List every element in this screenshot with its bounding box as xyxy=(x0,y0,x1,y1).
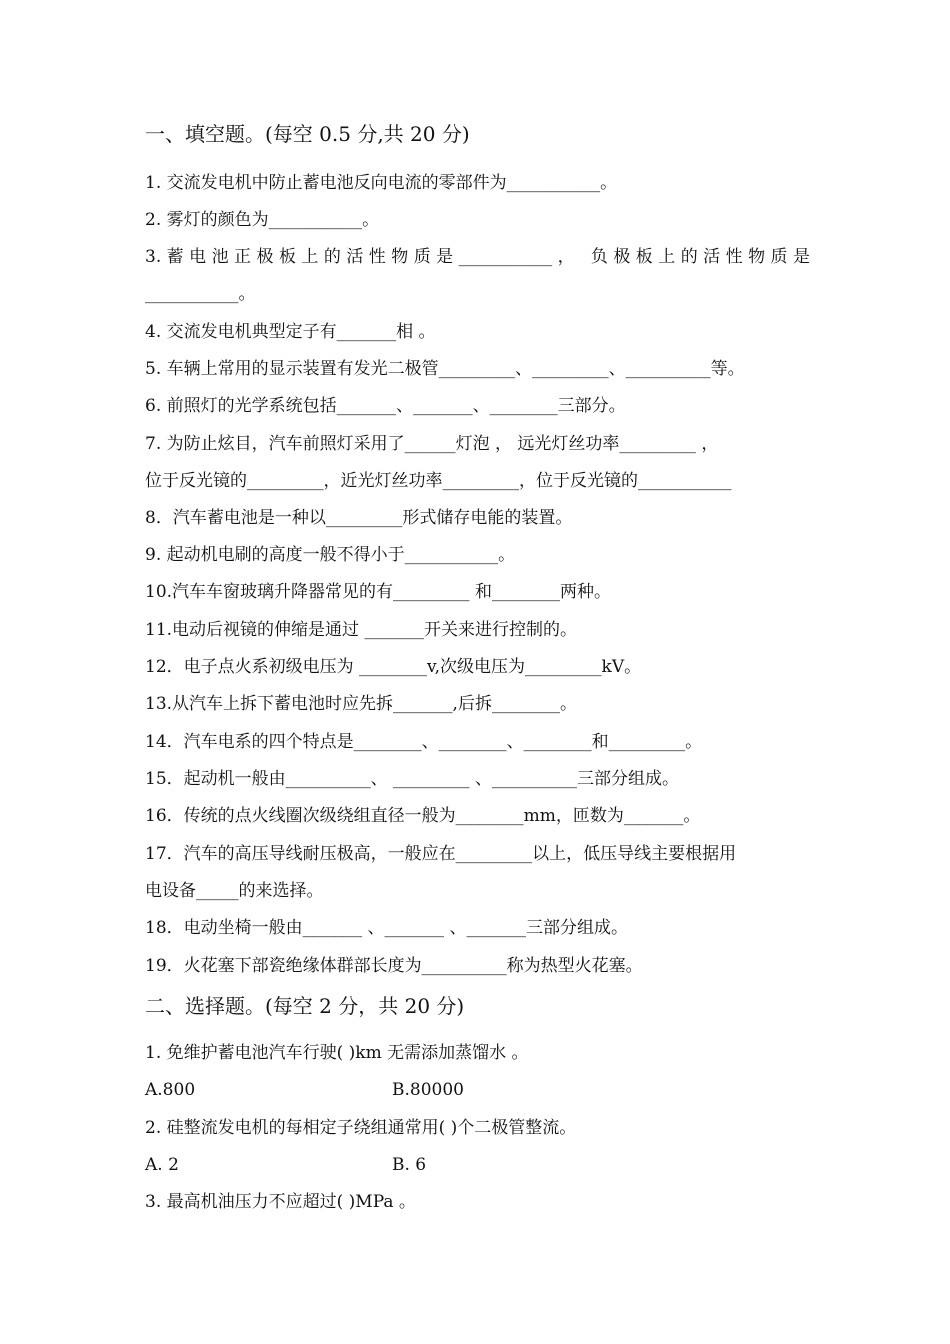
question-12: 12．电子点火系初级电压为 ________v,次级电压为_________kV。 xyxy=(145,657,642,677)
section-2-title: 二、选择题。(每空 2 分，共 20 分) xyxy=(145,994,465,1018)
option-a: A. 2 xyxy=(145,1155,179,1175)
question-7-continued: 位于反光镜的_________，近光灯丝功率_________，位于反光镜的___________ xyxy=(145,471,732,491)
question-17: 17．汽车的高压导线耐压极高，一般应在_________以上，低压导线主要根据用 xyxy=(145,844,737,864)
question-13: 13.从汽车上拆下蓄电池时应先拆_______,后拆________。 xyxy=(145,694,577,714)
option-a: A.800 xyxy=(145,1080,196,1100)
question-3-continued: ___________。 xyxy=(145,284,256,304)
question-1: 1. 交流发电机中防止蓄电池反向电流的零部件为___________。 xyxy=(145,173,618,193)
question-17-continued: 电设备_____的来选择。 xyxy=(145,881,324,901)
question-11: 11.电动后视镜的伸缩是通过 _______开关来进行控制的。 xyxy=(145,620,577,640)
question-7: 7. 为防止炫目，汽车前照灯采用了______灯泡 ， 远光灯丝功率_________ ， xyxy=(145,434,719,454)
question-9: 9. 起动机电刷的高度一般不得小于___________。 xyxy=(145,545,516,565)
question-18: 18．电动坐椅一般由_______ 、_______ 、_______三部分组成。 xyxy=(145,918,628,938)
question-3: 3.蓄电池正极板上的活性物质是___________， 负极板上的活性物质是 xyxy=(145,247,810,267)
question-16: 16．传统的点火线圈次级绕组直径一般为________mm，匝数为_______。 xyxy=(145,806,701,826)
question-10: 10.汽车车窗玻璃升降器常见的有_________ 和________两种。 xyxy=(145,582,611,602)
question-8: 8．汽车蓄电池是一种以_________形式储存电能的装置。 xyxy=(145,508,573,528)
question-15: 15．起动机一般由__________、 _________ 、__________三部分组成。 xyxy=(145,769,679,789)
question-14: 14．汽车电系的四个特点是________、________、________和_________。 xyxy=(145,732,703,752)
question-19: 19．火花塞下部瓷绝缘体群部长度为__________称为热型火花塞。 xyxy=(145,956,643,976)
section-1-title: 一、填空题。(每空 0.5 分,共 20 分) xyxy=(145,122,470,146)
option-b: B.80000 xyxy=(392,1080,464,1100)
option-b: B. 6 xyxy=(392,1155,427,1175)
question-2: 2. 雾灯的颜色为___________。 xyxy=(145,210,380,230)
choice-question-2-options xyxy=(145,1153,810,1177)
question-5: 5. 车辆上常用的显示装置有发光二极管_________、_________、__________等。 xyxy=(145,359,745,379)
choice-question-3: 3. 最高机油压力不应超过( )MPa 。 xyxy=(145,1192,416,1212)
question-6: 6. 前照灯的光学系统包括_______、_______、________三部分。 xyxy=(145,396,626,416)
choice-question-1-options xyxy=(145,1078,810,1102)
choice-question-1: 1. 免维护蓄电池汽车行驶( )km 无需添加蒸馏水 。 xyxy=(145,1043,529,1063)
question-4: 4. 交流发电机典型定子有_______相 。 xyxy=(145,322,436,342)
choice-question-2: 2. 硅整流发电机的每相定子绕组通常用( )个二极管整流。 xyxy=(145,1118,577,1138)
